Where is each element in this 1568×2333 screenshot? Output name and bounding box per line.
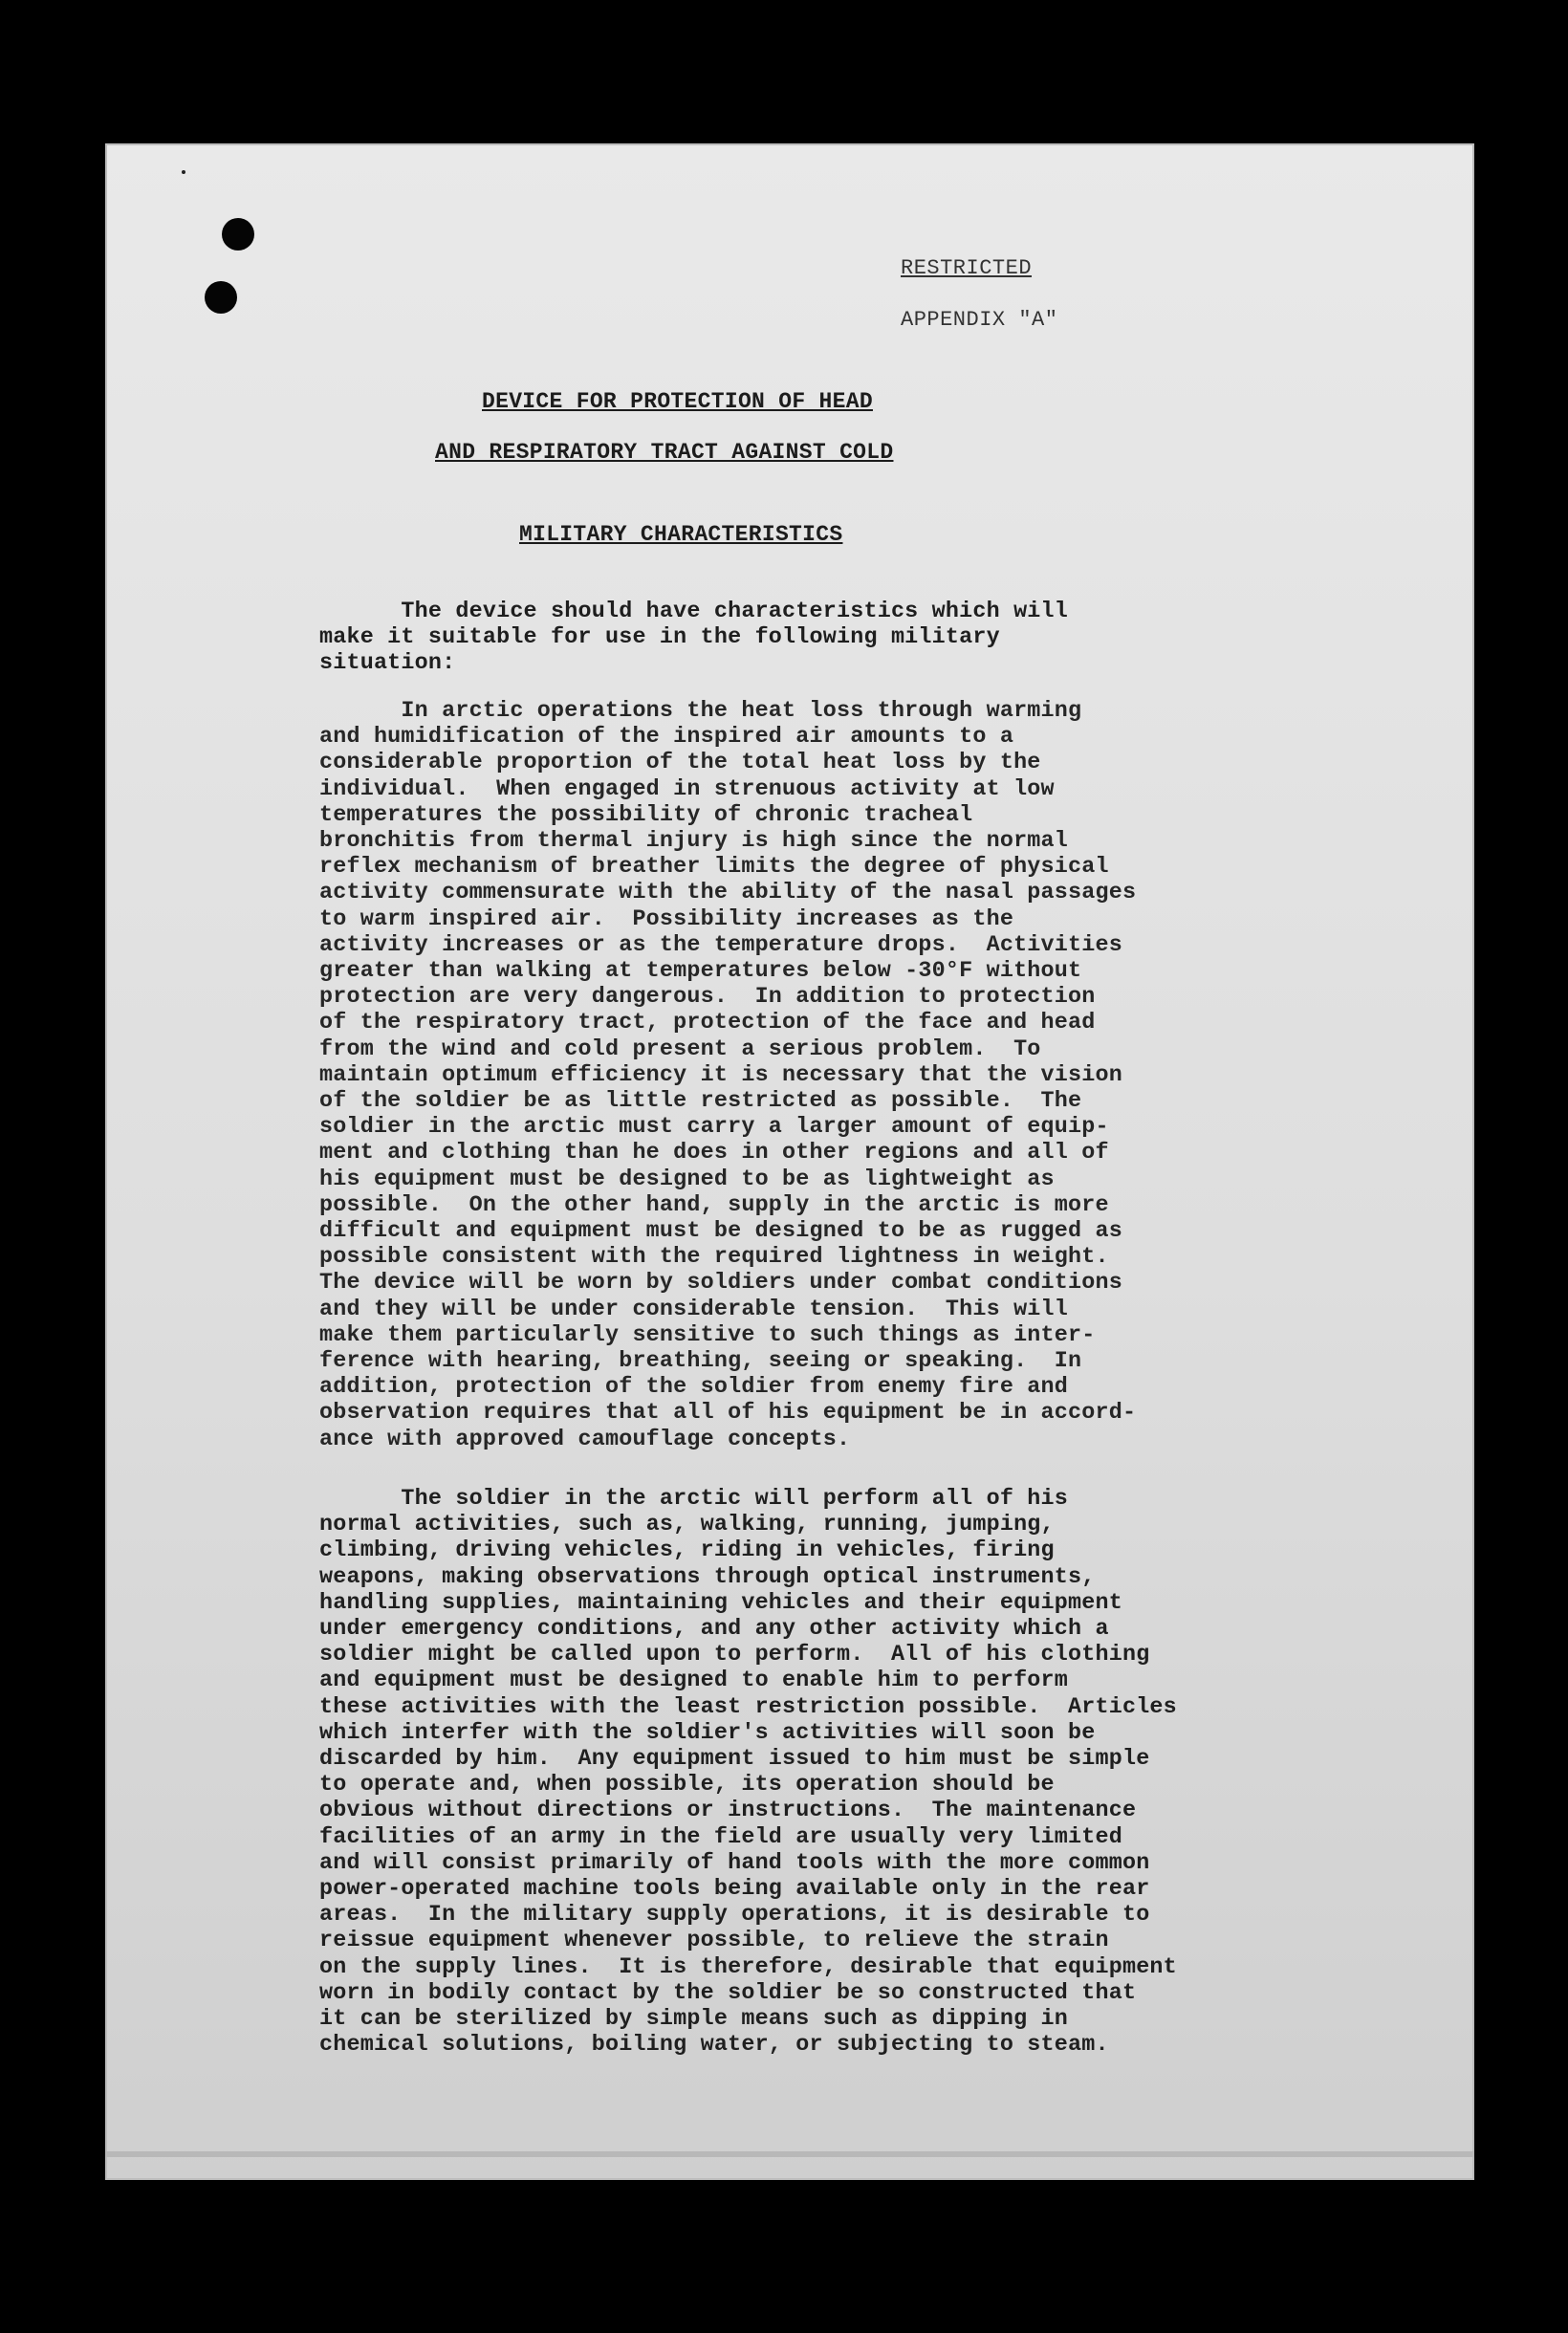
page-bottom-edge	[105, 2151, 1474, 2157]
paragraph-soldier-activities: The soldier in the arctic will perform all of his normal activities, such as, walking, running, jumping, climbing, driving vehicles, riding in vehicles, firing weapons, making observations through optical instruments, handling supplies, maintaining vehicles and their equipment under emergency conditions, and any other activity which a soldier might be called upon to perform. All of his clothing and equipment must be designed to enable him to perform these activities with the least restriction possible. Articles which interfer with the soldier's activities will soon be discarded by him. Any equipment issued to him must be simple to operate and, when possible, its operation should be obvious without directions or instructions. The maintenance facilities of an army in the field are usually very limited and will consist primarily of hand tools with the more common power-operated machine tools being available only in the rear areas. In the military supply operations, it is desirable to reissue equipment whenever possible, to relieve the strain on the supply lines. It is therefore, desirable that equipment worn in bodily contact by the soldier be so constructed that it can be sterilized by simple means such as dipping in chemical solutions, boiling water, or subjecting to steam.	[319, 1487, 1177, 2059]
document-title-line-1: DEVICE FOR PROTECTION OF HEAD	[482, 389, 873, 414]
paper-speck	[182, 170, 185, 174]
paragraph-arctic-operations: In arctic operations the heat loss through warming and humidification of the inspired air amounts to a considerable proportion of the total heat loss by the individual. When engaged in strenuous activity at low temperatures the possibility of chronic tracheal bronchitis from thermal injury is high since the normal reflex mechanism of breather limits the degree of physical activity commensurate with the ability of the nasal passages to warm inspired air. Possibility increases as the activity increases or as the temperature drops. Activities greater than walking at temperatures below -30°F without protection are very dangerous. In addition to protection of the respiratory tract, protection of the face and head from the wind and cold present a serious problem. To maintain optimum efficiency it is necessary that the vision of the soldier be as little restricted as possible. The soldier in the arctic must carry a larger amount of equip- ment and clothing than he does in other regions and all of his equipment must be designed to be as lightweight as possible. On the other hand, supply in the arctic is more difficult and equipment must be designed to be as rugged as possible consistent with the required lightness in weight. The device will be worn by soldiers under combat conditions and they will be under considerable tension. This will make them particularly sensitive to such things as inter- ference with hearing, breathing, seeing or speaking. In addition, protection of the soldier from enemy fire and observation requires that all of his equipment be in accord- ance with approved camouflage concepts.	[319, 699, 1137, 1452]
paragraph-intro: The device should have characteristics which will make it suitable for use in the following military situation:	[319, 600, 1069, 677]
classification-label: RESTRICTED	[901, 256, 1033, 280]
appendix-label: APPENDIX "A"	[901, 308, 1058, 332]
section-heading: MILITARY CHARACTERISTICS	[519, 522, 843, 547]
punch-hole	[205, 281, 237, 314]
document-title-line-2: AND RESPIRATORY TRACT AGAINST COLD	[435, 440, 894, 465]
punch-hole	[222, 218, 254, 251]
